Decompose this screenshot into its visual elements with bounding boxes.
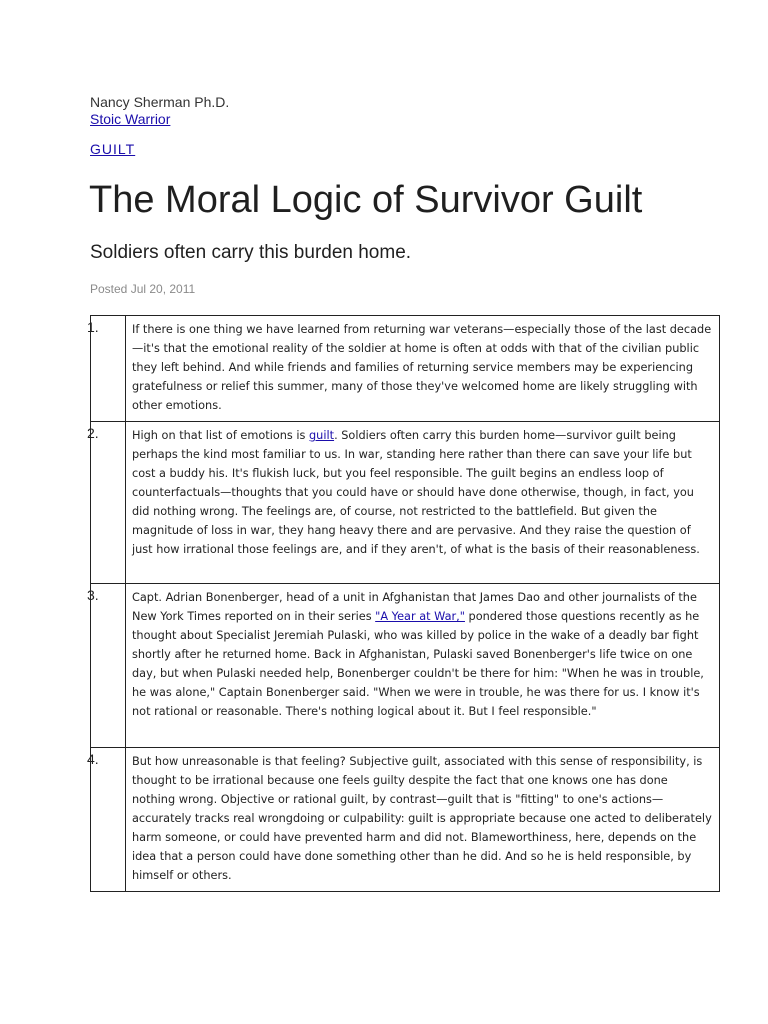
paragraph-text-segment: Capt. Adrian Bonenberger, head of a unit in Afghanistan that James Dao and other journalists of the New York Times reported on in their series — [132, 591, 697, 623]
topic-tag-link[interactable]: GUILT — [90, 141, 136, 157]
posted-date: Posted Jul 20, 2011 — [90, 282, 196, 296]
paragraph-row — [91, 584, 720, 748]
blog-link[interactable]: Stoic Warrior — [90, 111, 171, 127]
paragraph-number-cell — [87, 584, 126, 748]
paragraph-row — [91, 316, 720, 422]
author-name: Nancy Sherman Ph.D. — [90, 94, 230, 110]
paragraph-text-segment: pondered those questions recently as he thought about Specialist Jeremiah Pulaski, who was killed by police in the wake of a deadly bar fight shortly after he returned home. Back in Afghanistan, Pulaski saved Bonenberger's life twice on one day, but when Pulaski needed help, Bonenberger couldn't be there for him: "When he was in trouble, he was alone," Captain Bonenberger said. "When we were in trouble, he was there for us. I know it's not rational or reasonable. There's nothing logical about it. But I feel responsible." — [132, 610, 704, 718]
article-subtitle: Soldiers often carry this burden home. — [90, 242, 412, 263]
paragraph-row — [91, 748, 720, 892]
paragraph-text-segment: High on that list of emotions is — [132, 429, 310, 442]
paragraph-row — [91, 422, 720, 584]
paragraph-table — [87, 315, 720, 892]
paragraph-text: If there is one thing we have learned from returning war veterans—especially those of the last decade—it's that the emotional reality of the soldier at home is often at odds with that of the civilian public they left behind. And while friends and families of returning service members may be experiencing gratefulness or relief this summer, many of those they've welcomed home are likely struggling with other emotions. — [126, 316, 720, 422]
paragraph-number: 2. — [87, 425, 99, 441]
paragraph-text-segment: . Soldiers often carry this burden home—survivor guilt being perhaps the kind most familiar to us. In war, standing here rather than there can save your life but cost a buddy his. It's flukish luck, but you feel responsible. The guilt begins an endless loop of counterfactuals—thoughts that you could have or should have done otherwise, though, in fact, you did nothing wrong. The feelings are, of course, not restricted to the battlefield. But given the magnitude of loss in war, they hang heavy there and are pervasive. And they raise the question of just how irrational those feelings are, and if they aren't, of what is the basis of their reasonableness. — [132, 429, 700, 556]
paragraph-number-cell — [87, 422, 126, 584]
paragraph-text — [126, 584, 720, 748]
paragraph-text: But how unreasonable is that feeling? Subjective guilt, associated with this sense of responsibility, is thought to be irrational because one feels guilty despite the fact that one knows one has done nothing wrong. Objective or rational guilt, by contrast—guilt that is "fitting" to one's actions—accurately tracks real wrongdoing or culpability: guilt is appropriate because one acted to deliberately harm someone, or could have prevented harm and did not. Blameworthiness, here, depends on the idea that a person could have done something other than he did. And so he is held responsible, by himself or others. — [126, 748, 720, 892]
paragraph-text — [126, 422, 720, 584]
a-year-at-war-link[interactable]: "A Year at War," — [375, 610, 465, 623]
guilt-link[interactable]: guilt — [309, 429, 335, 442]
paragraph-number-cell — [87, 316, 126, 422]
paragraph-number: 3. — [87, 587, 99, 603]
paragraph-number: 4. — [87, 751, 99, 767]
paragraph-number: 1. — [87, 319, 99, 335]
paragraph-number-cell — [87, 748, 126, 892]
article-title: The Moral Logic of Survivor Guilt — [89, 179, 643, 221]
